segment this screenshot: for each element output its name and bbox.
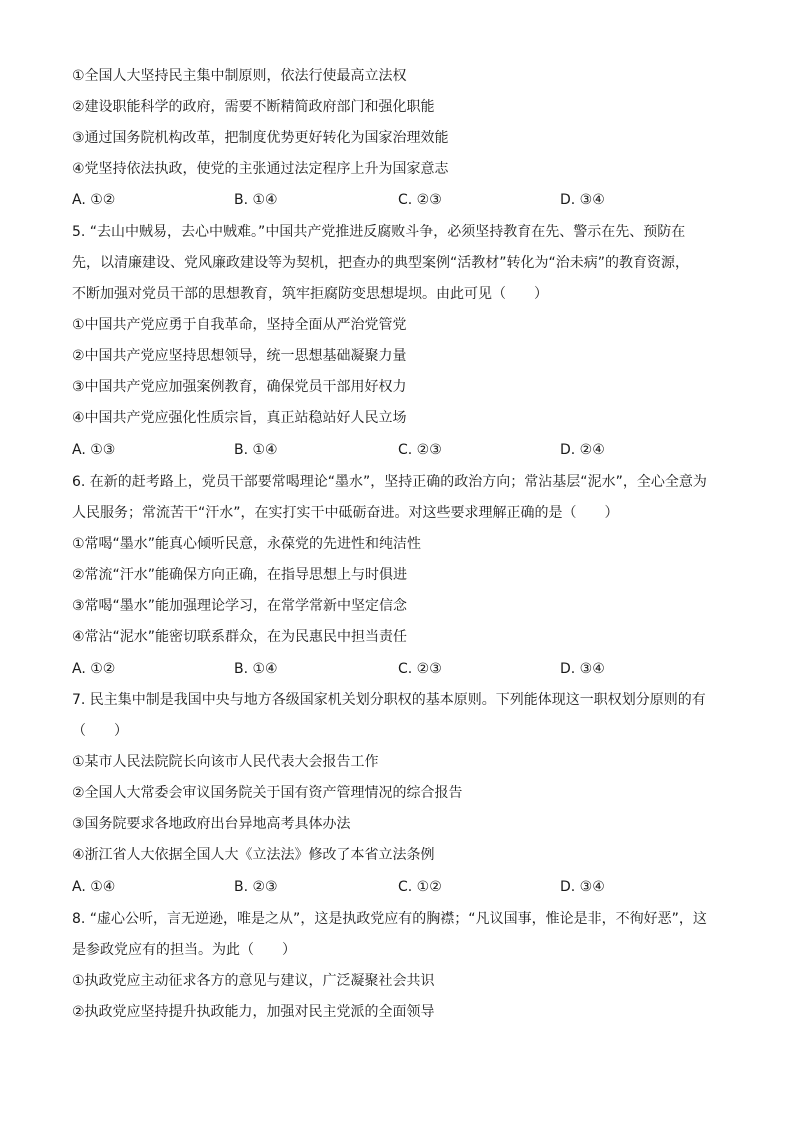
q7-item-3: ③国务院要求各地政府出台异地高考具体办法 — [72, 816, 351, 832]
q4-option-b: B. ①④ — [234, 192, 278, 208]
q8-item-1: ①执政党应主动征求各方的意见与建议，广泛凝聚社会共识 — [72, 973, 435, 989]
q6-option-d: D. ③④ — [560, 661, 605, 677]
q7-stem-line-1: 7. 民主集中制是我国中央与地方各级国家机关划分职权的基本原则。下列能体现这一职权划分原则的有 — [72, 692, 706, 708]
q5-options — [72, 441, 732, 459]
q6-item-1: ①常喝“墨水”能真心倾听民意，永葆党的先进性和纯洁性 — [72, 536, 422, 552]
q7-options — [72, 878, 732, 896]
q7-stem-line-2: （ ） — [72, 723, 128, 739]
q6-stem-line-2: 人民服务；常流苦干“汗水”，在实打实干中砥砺奋进。对这些要求理解正确的是（ ） — [72, 505, 619, 521]
q5-option-a: A. ①③ — [72, 442, 116, 458]
q4-option-c: C. ②③ — [398, 192, 442, 208]
q4-item-2: ②建设职能科学的政府，需要不断精简政府部门和强化职能 — [72, 99, 435, 115]
q6-stem-line-1: 6. 在新的赶考路上，党员干部要常喝理论“墨水”，坚持正确的政治方向；常沾基层“泥水”，全心全意为 — [72, 474, 707, 490]
q5-item-1: ①中国共产党应勇于自我革命，坚持全面从严治党管党 — [72, 317, 407, 333]
q6-option-c: C. ②③ — [398, 661, 442, 677]
q6-item-3: ③常喝“墨水”能加强理论学习，在常学常新中坚定信念 — [72, 598, 408, 614]
q4-options — [72, 191, 732, 209]
q7-option-a: A. ①④ — [72, 879, 116, 895]
q7-item-2: ②全国人大常委会审议国务院关于国有资产管理情况的综合报告 — [72, 785, 463, 801]
q8-item-2: ②执政党应坚持提升执政能力，加强对民主党派的全面领导 — [72, 1004, 435, 1020]
q8-stem-line-2: 是参政党应有的担当。为此（ ） — [72, 942, 296, 958]
q7-option-c: C. ①② — [398, 879, 442, 895]
q7-option-d: D. ③④ — [560, 879, 605, 895]
q7-option-b: B. ②③ — [234, 879, 278, 895]
q5-stem-line-2: 先，以清廉建设、党风廉政建设等为契机，把查办的典型案例“活教材”转化为“治未病”的教育资源， — [72, 255, 690, 271]
q6-option-a: A. ①② — [72, 661, 116, 677]
q6-option-b: B. ①④ — [234, 661, 278, 677]
q5-option-d: D. ②④ — [560, 442, 605, 458]
q5-item-3: ③中国共产党应加强案例教育，确保党员干部用好权力 — [72, 379, 407, 395]
q5-option-b: B. ①④ — [234, 442, 278, 458]
q4-item-4: ④党坚持依法执政，使党的主张通过法定程序上升为国家意志 — [72, 161, 449, 177]
q4-item-3: ③通过国务院机构改革，把制度优势更好转化为国家治理效能 — [72, 130, 449, 146]
q6-item-4: ④常沾“泥水”能密切联系群众，在为民惠民中担当责任 — [72, 629, 408, 645]
q5-item-4: ④中国共产党应强化性质宗旨，真正站稳站好人民立场 — [72, 410, 407, 426]
q4-option-d: D. ③④ — [560, 192, 605, 208]
q5-option-c: C. ②③ — [398, 442, 442, 458]
q5-stem-line-3: 不断加强对党员干部的思想教育，筑牢拒腐防变思想堤坝。由此可见（ ） — [72, 286, 548, 302]
q7-item-1: ①某市人民法院院长向该市人民代表大会报告工作 — [72, 754, 379, 770]
q7-item-4: ④浙江省人大依据全国人大《立法法》修改了本省立法条例 — [72, 847, 435, 863]
q6-options — [72, 660, 732, 678]
q6-item-2: ②常流“汗水”能确保方向正确，在指导思想上与时俱进 — [72, 567, 408, 583]
q4-item-1: ①全国人大坚持民主集中制原则，依法行使最高立法权 — [72, 68, 407, 84]
q4-option-a: A. ①② — [72, 192, 116, 208]
q5-stem-line-1: 5. “去山中贼易，去心中贼难。”中国共产党推进反腐败斗争，必须坚持教育在先、警示在先、预防在 — [72, 224, 686, 240]
q8-stem-line-1: 8. “虚心公听，言无逆逊，唯是之从”，这是执政党应有的胸襟；“凡议国事，惟论是非，不徇好恶”，这 — [72, 911, 707, 927]
q5-item-2: ②中国共产党应坚持思想领导，统一思想基础凝聚力量 — [72, 348, 407, 364]
